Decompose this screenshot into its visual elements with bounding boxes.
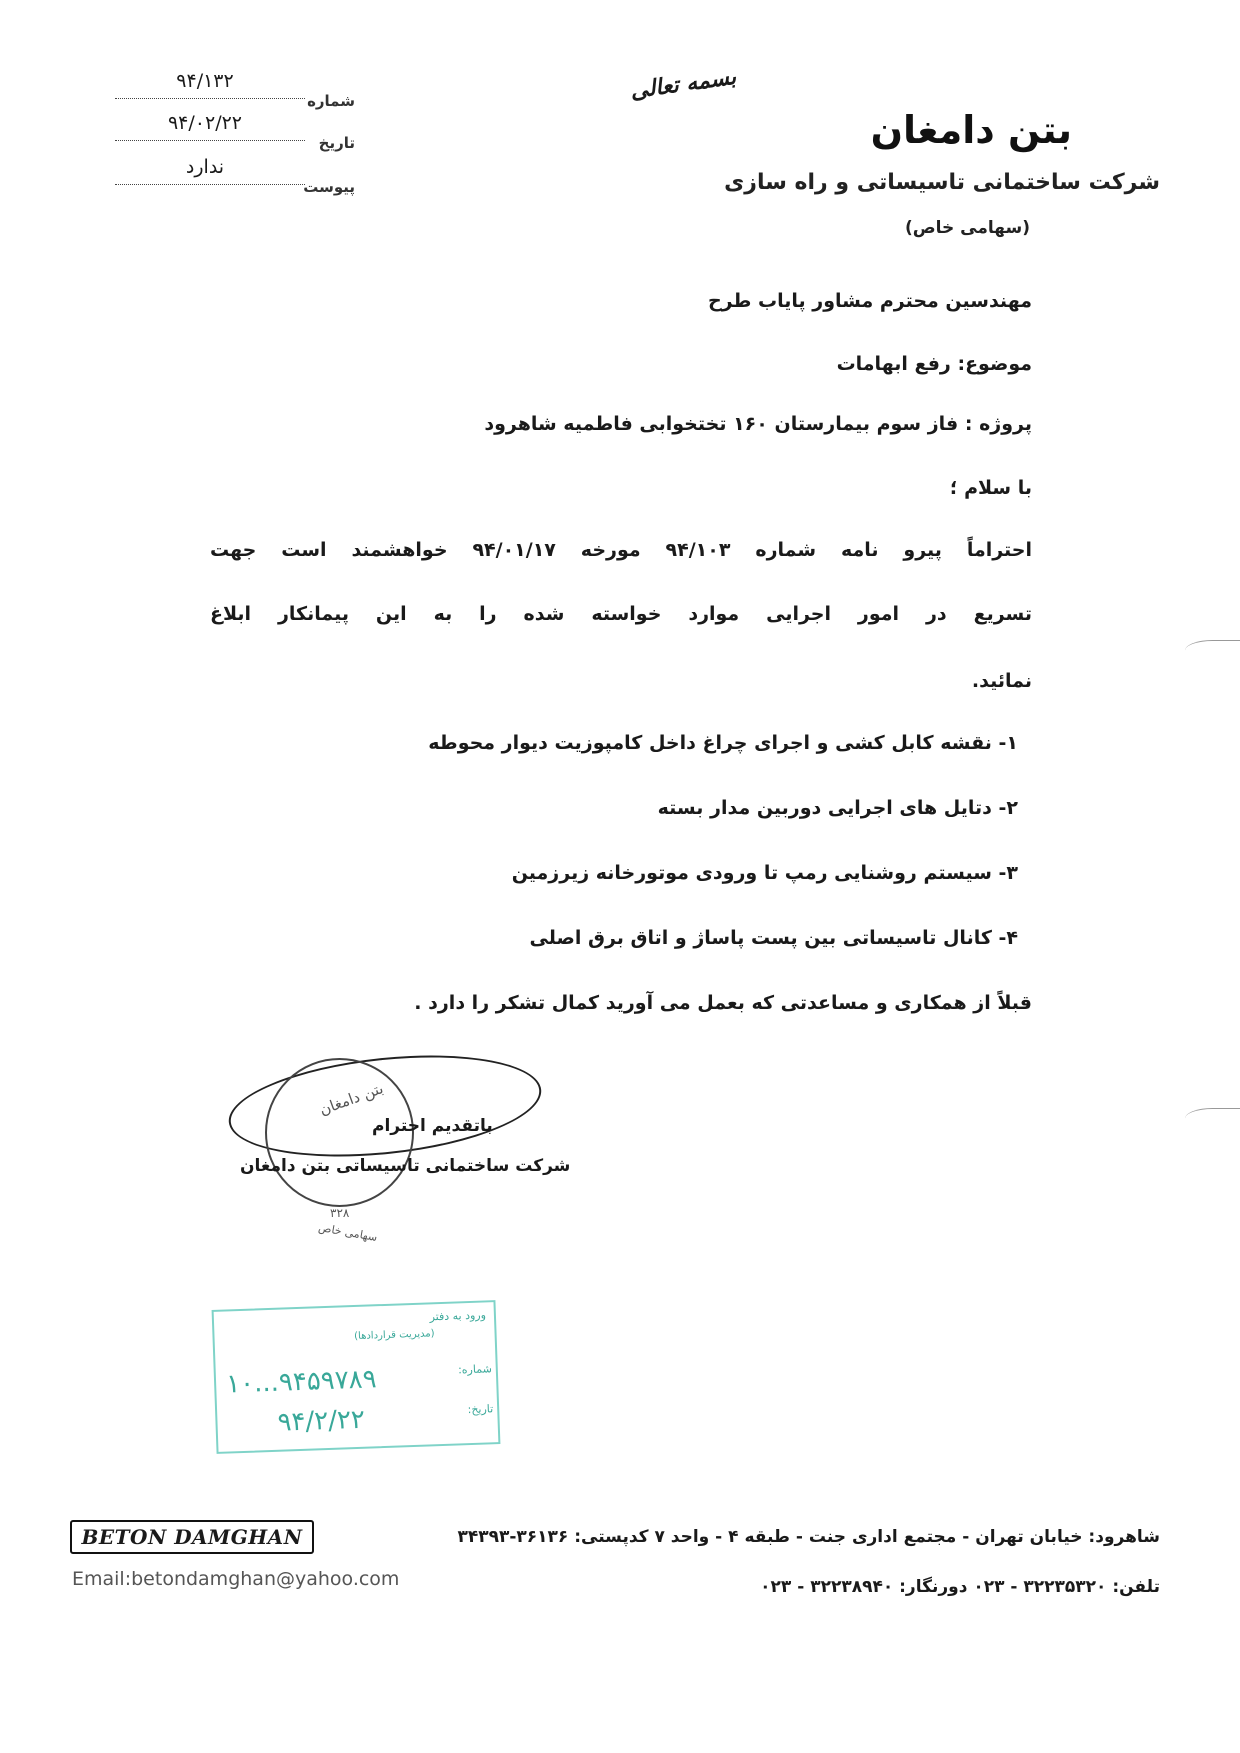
thanks: قبلاً از همکاری و مساعدتی که بعمل می آورید کمال تشکر را دارد . <box>414 992 1032 1014</box>
receipt-stamp-subtitle: (مدیریت قراردادها) <box>353 1328 435 1343</box>
reference-date-value: ۹۴/۰۲/۲۲ <box>167 112 243 134</box>
footer-address: شاهرود: خیابان تهران - مجتمع اداری جنت - طبقه ۴ - واحد ۷ کدپستی: ۳۶۱۳۶-۳۴۳۹۳ <box>457 1527 1160 1547</box>
reference-attachment-label: پیوست <box>303 178 355 196</box>
reference-attachment-value: ندارد <box>185 156 225 178</box>
scan-artifact <box>1185 640 1240 661</box>
body-line-1: احتراماً پیرو نامه شماره ۹۴/۱۰۳ مورخه ۹۴/۰۱/۱۷ خواهشمند است جهت <box>210 539 1033 561</box>
footer-phone: تلفن: ۳۲۲۳۵۳۲۰ - ۰۲۳ دورنگار: ۳۲۲۳۸۹۴۰ - ۰۲۳ <box>760 1577 1160 1597</box>
list-item: ۴- کانال تاسیساتی بین پست پاساژ و اتاق برق اصلی <box>529 927 1018 949</box>
list-item: ۳- سیستم روشنایی رمپ تا ورودی موتورخانه زیرزمین <box>511 862 1018 884</box>
company-subtitle: شرکت ساختمانی تاسیساتی و راه سازی <box>724 170 1160 195</box>
scan-artifact <box>1185 1108 1240 1129</box>
reference-number-value: ۹۴/۱۳۲ <box>176 70 234 92</box>
receipt-stamp <box>212 1300 501 1454</box>
company-type: (سهامی خاص) <box>904 218 1030 238</box>
reference-date-line <box>115 140 305 141</box>
receipt-stamp-number-label: شماره: <box>457 1362 493 1377</box>
reference-number-line <box>115 98 305 99</box>
footer-email[interactable]: Email:betondamghan@yahoo.com <box>72 1568 400 1590</box>
footer-logo: BETON DAMGHAN <box>70 1520 314 1554</box>
recipient: مهندسین محترم مشاور پایاب طرح <box>707 290 1032 312</box>
reference-date <box>115 112 355 152</box>
receipt-stamp-date-label: تاریخ: <box>467 1402 494 1417</box>
seal-text: بتن دامغان <box>316 1079 386 1119</box>
receipt-stamp-date: ۹۴/۲/۲۲ <box>277 1404 366 1438</box>
company-name: بتن دامغان <box>870 108 1072 152</box>
receipt-stamp-title: ورود به دفتر <box>429 1308 487 1324</box>
reference-attachment-line <box>115 184 305 185</box>
reference-attachment <box>115 156 355 196</box>
list-item: ۱- نقشه کابل کشی و اجرای چراغ داخل کامپوزیت دیوار محوطه <box>428 732 1018 754</box>
bismillah: بسمه تعالی <box>628 64 738 105</box>
reference-number <box>115 70 355 110</box>
body-line-2: تسریع در امور اجرایی موارد خواسته شده را به این پیمانکار ابلاغ <box>210 603 1032 625</box>
greeting: با سلام ؛ <box>949 477 1032 499</box>
closing-line-2: شرکت ساختمانی تاسیساتی بتن دامغان <box>240 1156 571 1176</box>
receipt-stamp-number: ۱۰...۹۴۵۹۷۸۹ <box>225 1364 378 1400</box>
project: پروژه : فاز سوم بیمارستان ۱۶۰ تختخوابی فاطمیه شاهرود <box>484 413 1032 435</box>
seal-number: ۳۲۸ <box>330 1206 350 1220</box>
list-item: ۲- دتایل های اجرایی دوربین مدار بسته <box>657 797 1018 819</box>
seal-type: سهامی خاص <box>317 1220 379 1245</box>
reference-date-label: تاریخ <box>318 134 355 152</box>
body-line-3: نمائید. <box>971 670 1032 692</box>
reference-number-label: شماره <box>307 92 355 110</box>
subject: موضوع: رفع ابهامات <box>836 353 1032 375</box>
closing-line-1: باتقدیم احترام <box>372 1116 493 1136</box>
